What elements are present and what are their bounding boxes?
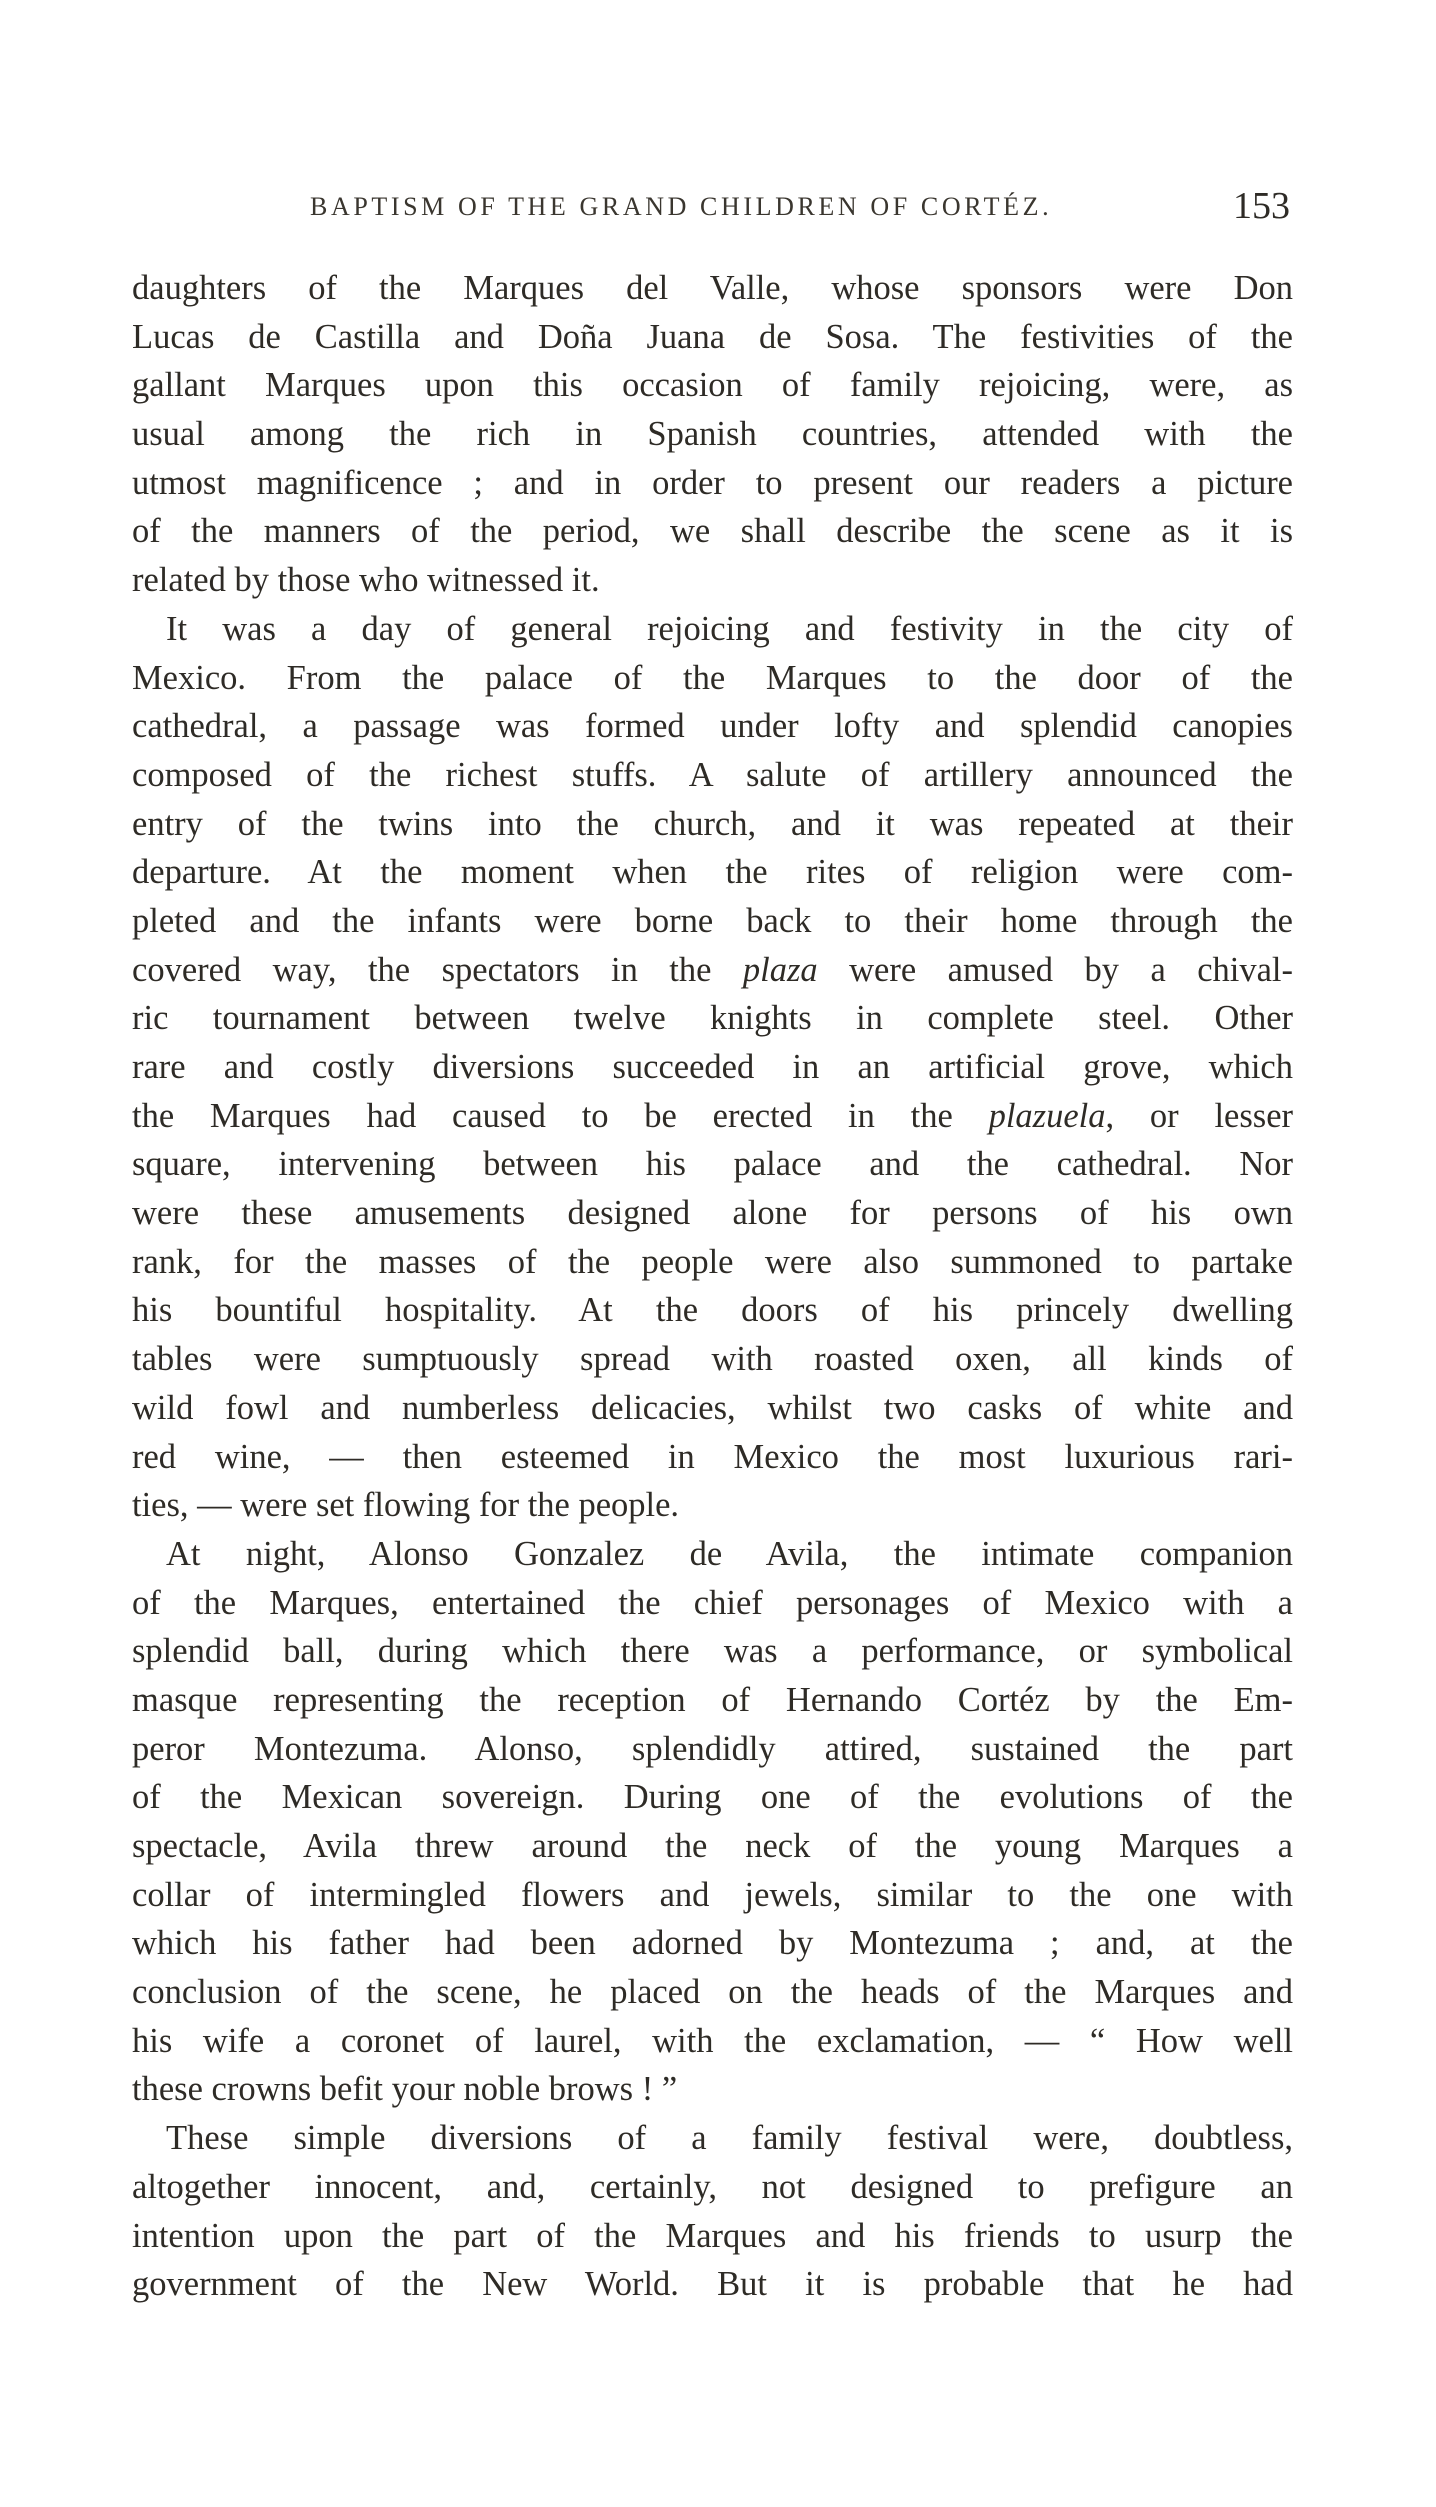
- text-line: his wife a coronet of laurel, with the exclamation, — “ How well: [132, 2021, 1293, 2060]
- text-line: conclusion of the scene, he placed on the heads of the Marques and: [132, 1973, 1293, 2012]
- text-line: pleted and the infants were borne back to their home through the: [132, 901, 1293, 940]
- text-line: collar of intermingled flowers and jewels, similar to the one with: [132, 1875, 1293, 1914]
- text-line: splendid ball, during which there was a performance, or symbolical: [132, 1632, 1293, 1671]
- text-line: ric tournament between twelve knights in complete steel. Other: [132, 999, 1293, 1038]
- text-line: his bountiful hospitality. At the doors of his princely dwelling: [132, 1291, 1293, 1330]
- text-line: cathedral, a passage was formed under lofty and splendid canopies: [132, 707, 1293, 746]
- text-line: intention upon the part of the Marques and his friends to usurp the: [132, 2216, 1293, 2255]
- text-line: peror Montezuma. Alonso, splendidly attired, sustained the part: [132, 1729, 1293, 1768]
- text-line: daughters of the Marques del Valle, whose sponsors were Don: [132, 269, 1293, 307]
- text-line: were these amusements designed alone for persons of his own: [132, 1194, 1293, 1233]
- text-line: government of the New World. But it is probable that he had: [132, 2265, 1293, 2304]
- text-line: gallant Marques upon this occasion of family rejoicing, were, as: [132, 366, 1293, 405]
- text-line: red wine, — then esteemed in Mexico the most luxurious rari-: [132, 1437, 1293, 1476]
- text-line: Mexico. From the palace of the Marques to the door of the: [132, 658, 1293, 697]
- text-line: of the manners of the period, we shall describe the scene as it is: [132, 512, 1293, 551]
- italic-term: plaza: [742, 950, 818, 989]
- text-line: altogether innocent, and, certainly, not designed to prefigure an: [132, 2167, 1293, 2206]
- text-line: usual among the rich in Spanish countries, attended with the: [132, 415, 1293, 454]
- text-line: entry of the twins into the church, and it was repeated at their: [132, 804, 1293, 843]
- text-segment: covered way, the spectators in the: [132, 950, 712, 989]
- text-segment: were amused by a chival-: [817, 950, 1294, 989]
- text-line: [132, 946, 1293, 995]
- running-head: [310, 184, 1290, 234]
- text-line: utmost magnificence ; and in order to present our readers a picture: [132, 463, 1293, 502]
- text-line: of the Marques, entertained the chief personages of Mexico with a: [132, 1583, 1293, 1622]
- italic-term: plazuela: [988, 1096, 1106, 1135]
- text-line: rank, for the masses of the people were also summoned to partake: [132, 1242, 1293, 1281]
- text-line: Lucas de Castilla and Doña Juana de Sosa. The festivities of the: [132, 317, 1293, 356]
- text-line: wild fowl and numberless delicacies, whilst two casks of white and: [132, 1388, 1293, 1427]
- text-line: which his father had been adorned by Montezuma ; and, at the: [132, 1924, 1293, 1963]
- text-line: composed of the richest stuffs. A salute of artillery announced the: [132, 755, 1293, 794]
- text-segment: , or lesser: [1105, 1096, 1294, 1135]
- page-number: 153: [1233, 185, 1290, 227]
- text-line: related by those who witnessed it.: [132, 561, 600, 600]
- text-line: departure. At the moment when the rites of religion were com-: [132, 853, 1293, 892]
- text-line: spectacle, Avila threw around the neck of the young Marques a: [132, 1827, 1293, 1865]
- running-title: BAPTISM OF THE GRAND CHILDREN OF CORTÉZ.: [310, 192, 1053, 221]
- text-line: rare and costly diversions succeeded in an artificial grove, which: [132, 1048, 1293, 1086]
- body-text: [132, 264, 1293, 2309]
- text-line: ties, — were set flowing for the people.: [132, 1486, 680, 1525]
- text-line: these crowns befit your noble brows ! ”: [132, 2070, 678, 2109]
- text-line: of the Mexican sovereign. During one of the evolutions of the: [132, 1778, 1293, 1817]
- text-line: These simple diversions of a family festival were, doubtless,: [166, 2119, 1293, 2158]
- text-line: tables were sumptuously spread with roasted oxen, all kinds of: [132, 1340, 1293, 1379]
- text-line: At night, Alonso Gonzalez de Avila, the intimate companion: [166, 1534, 1293, 1573]
- text-line: square, intervening between his palace and the cathedral. Nor: [132, 1145, 1293, 1184]
- text-segment: the Marques had caused to be erected in the: [132, 1096, 953, 1135]
- text-line: [132, 1092, 1293, 1141]
- text-line: masque representing the reception of Hernando Cortéz by the Em-: [132, 1680, 1293, 1719]
- text-line: It was a day of general rejoicing and festivity in the city of: [166, 609, 1293, 648]
